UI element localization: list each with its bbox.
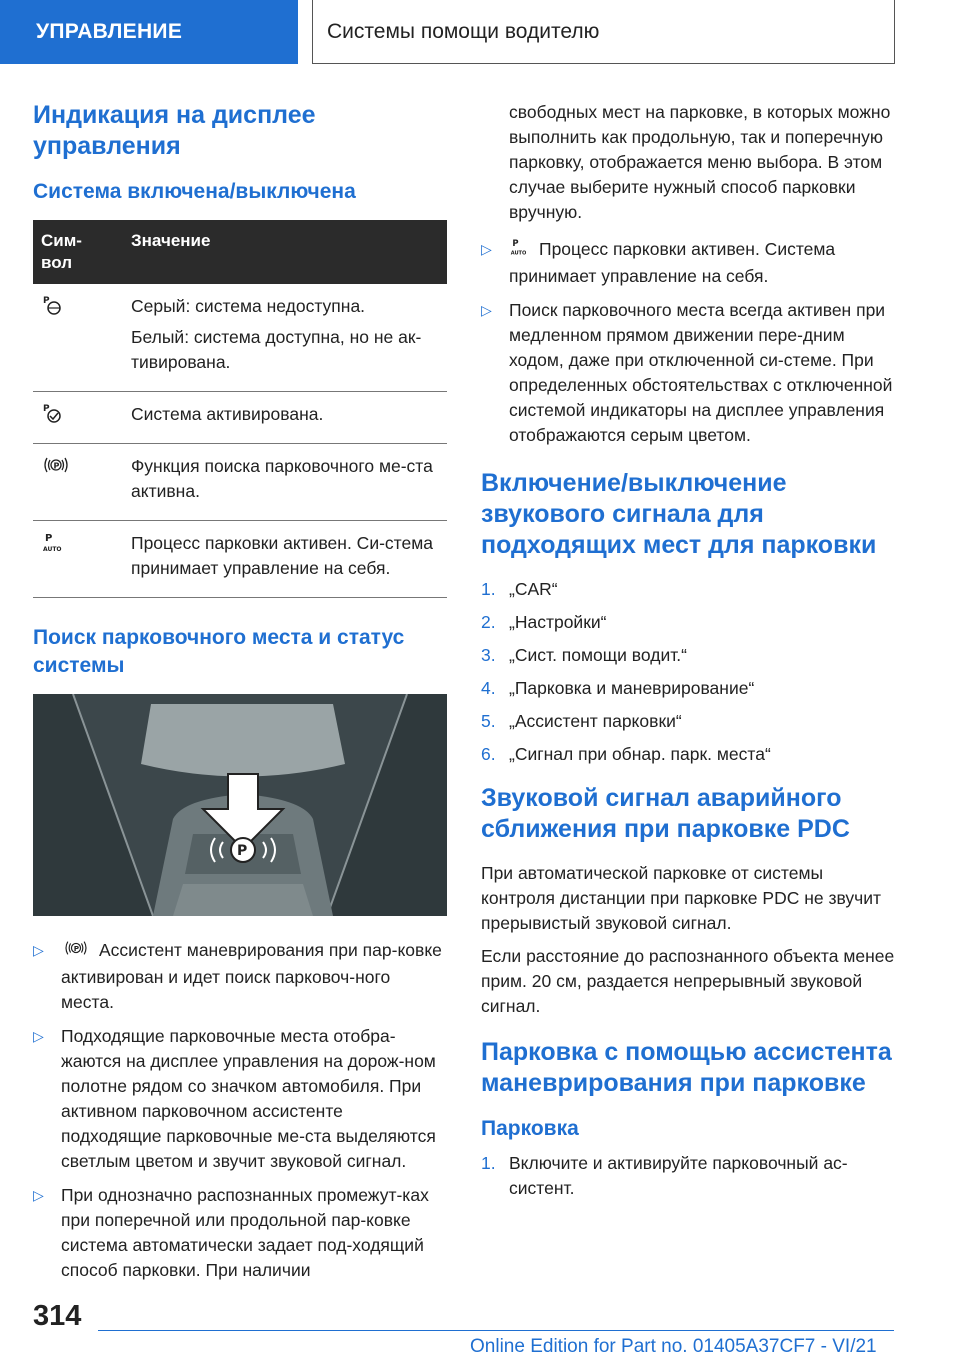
triangle-bullet-icon: ▷ <box>33 942 44 958</box>
svg-text:P: P <box>73 944 80 954</box>
parking-sensor-icon <box>41 294 63 323</box>
table-cell-text: Белый: система доступна, но не ак-тивирована. <box>131 327 422 372</box>
table-cell-text: Серый: система недоступна. <box>131 296 366 316</box>
list-item: ▷ P AUTO Процесс парковки активен. Система принимает управление на себя. <box>481 238 836 286</box>
svg-text:AUTO: AUTO <box>43 546 62 553</box>
heading-indication: Индикация на дисплее управления <box>33 101 316 160</box>
heading-assist-parking: Парковка с помощью ассистента маневрирования при парковке <box>481 1038 892 1097</box>
triangle-bullet-icon: ▷ <box>33 1187 44 1203</box>
symbol-table-header <box>33 220 447 284</box>
step-item: 1. „CAR“ <box>481 579 558 599</box>
parking-space-search-icon <box>61 938 91 965</box>
triangle-bullet-icon: ▷ <box>33 1028 44 1044</box>
parking-auto-icon <box>41 531 67 560</box>
list-item: ▷ Подходящие парковочные места отобра-жаются на дисплее управления на дорож-ном полотне рядом со значком автомобиля. При активном парковочном ассистенте подходящие парковочные ме-ста выделяются светлым цветом и звучит звуковой сигнал. <box>33 1026 436 1171</box>
table-row <box>33 444 447 521</box>
step-item: 3. „Сист. помощи водит.“ <box>481 645 687 665</box>
parking-space-search-icon <box>41 454 71 483</box>
table-row <box>33 392 447 444</box>
status-list-continued <box>481 237 895 448</box>
continuation-text: свободных мест на парковке, в которых можно выполнить как продольную, так и поперечную парковку, отображается меню выбора. В этом случае выберите нужный способ парковки вручную. <box>509 102 891 222</box>
parking-sensor-active-icon <box>41 402 63 431</box>
page-number: 314 <box>33 1300 82 1332</box>
section-tab: УПРАВЛЕНИЕ <box>0 0 298 64</box>
svg-text:P: P <box>512 238 519 249</box>
parking-display-illustration <box>33 694 447 916</box>
pdc-paragraph-2: Если расстояние до распознанного объекта менее прим. 20 см, раздается непрерывный звуковой сигнал. <box>481 946 895 1016</box>
heading-sound-toggle: Включение/выключение звукового сигнала для подходящих мест для парковки <box>481 469 877 559</box>
step-item: 2. „Настройки“ <box>481 612 607 632</box>
step-item: 4. „Парковка и маневрирование“ <box>481 678 755 698</box>
table-row <box>33 284 447 392</box>
heading-parking: Парковка <box>481 1117 579 1140</box>
table-cell-text: Процесс парковки активен. Си-стема принимает управление на себя. <box>131 533 433 578</box>
symbol-table <box>33 220 447 598</box>
heading-search-status: Поиск парковочного места и статус системы <box>33 626 405 677</box>
svg-text:P: P <box>237 843 248 859</box>
svg-text:P: P <box>43 296 50 306</box>
svg-text:AUTO: AUTO <box>510 250 527 257</box>
list-item: ▷ Поиск парковочного места всегда активен при медленном прямом движении пере-дним ходом, даже при отключенной си-стеме. При определенных обстоятельствах с отключенной системой индикаторы на дисплее управления отображаются серым цветом. <box>481 300 893 445</box>
sound-steps <box>481 577 895 767</box>
chapter-title: Системы помощи водителю <box>312 0 895 64</box>
col-meaning: Значение <box>123 220 447 284</box>
svg-text:P: P <box>53 461 60 471</box>
triangle-bullet-icon: ▷ <box>481 241 492 257</box>
list-item: ▷ При однозначно распознанных промежут-ках при поперечной или продольной пар-ковке система автоматически задает под-ходящий способ парковки. При наличии <box>33 1185 429 1280</box>
status-list <box>33 938 447 1283</box>
step-item: 6. „Сигнал при обнар. парк. места“ <box>481 744 771 764</box>
list-item: ▷ P Ассистент маневрирования при пар-ковке активирован и идет поиск парковоч-ного места. <box>33 938 447 1015</box>
footer-divider <box>98 1330 894 1331</box>
col-symbol: Сим- вол <box>33 220 123 284</box>
triangle-bullet-icon: ▷ <box>481 302 492 318</box>
parking-steps <box>481 1151 895 1201</box>
left-column <box>33 100 447 1297</box>
table-cell-text: Функция поиска парковочного ме-ста активна. <box>131 456 433 501</box>
step-item: 5. „Ассистент парковки“ <box>481 711 682 731</box>
table-cell-text: Система активирована. <box>131 404 324 424</box>
parking-auto-icon <box>509 237 531 264</box>
edition-note: Online Edition for Part no. 01405A37CF7 - VI/21 <box>470 1336 877 1357</box>
right-column <box>481 100 895 1217</box>
heading-pdc: Звуковой сигнал аварийного сближения при парковке PDC <box>481 784 850 843</box>
table-row <box>33 521 447 598</box>
pdc-paragraph-1: При автоматической парковке от системы контроля дистанции при парковке PDC не звучит прерывистый звуковой сигнал. <box>481 863 882 933</box>
svg-text:P: P <box>43 404 50 414</box>
svg-text:P: P <box>45 533 53 544</box>
step-item: 1. Включите и активируйте парковочный ас-систент. <box>481 1153 848 1198</box>
heading-system-onoff: Система включена/выключена <box>33 180 356 203</box>
